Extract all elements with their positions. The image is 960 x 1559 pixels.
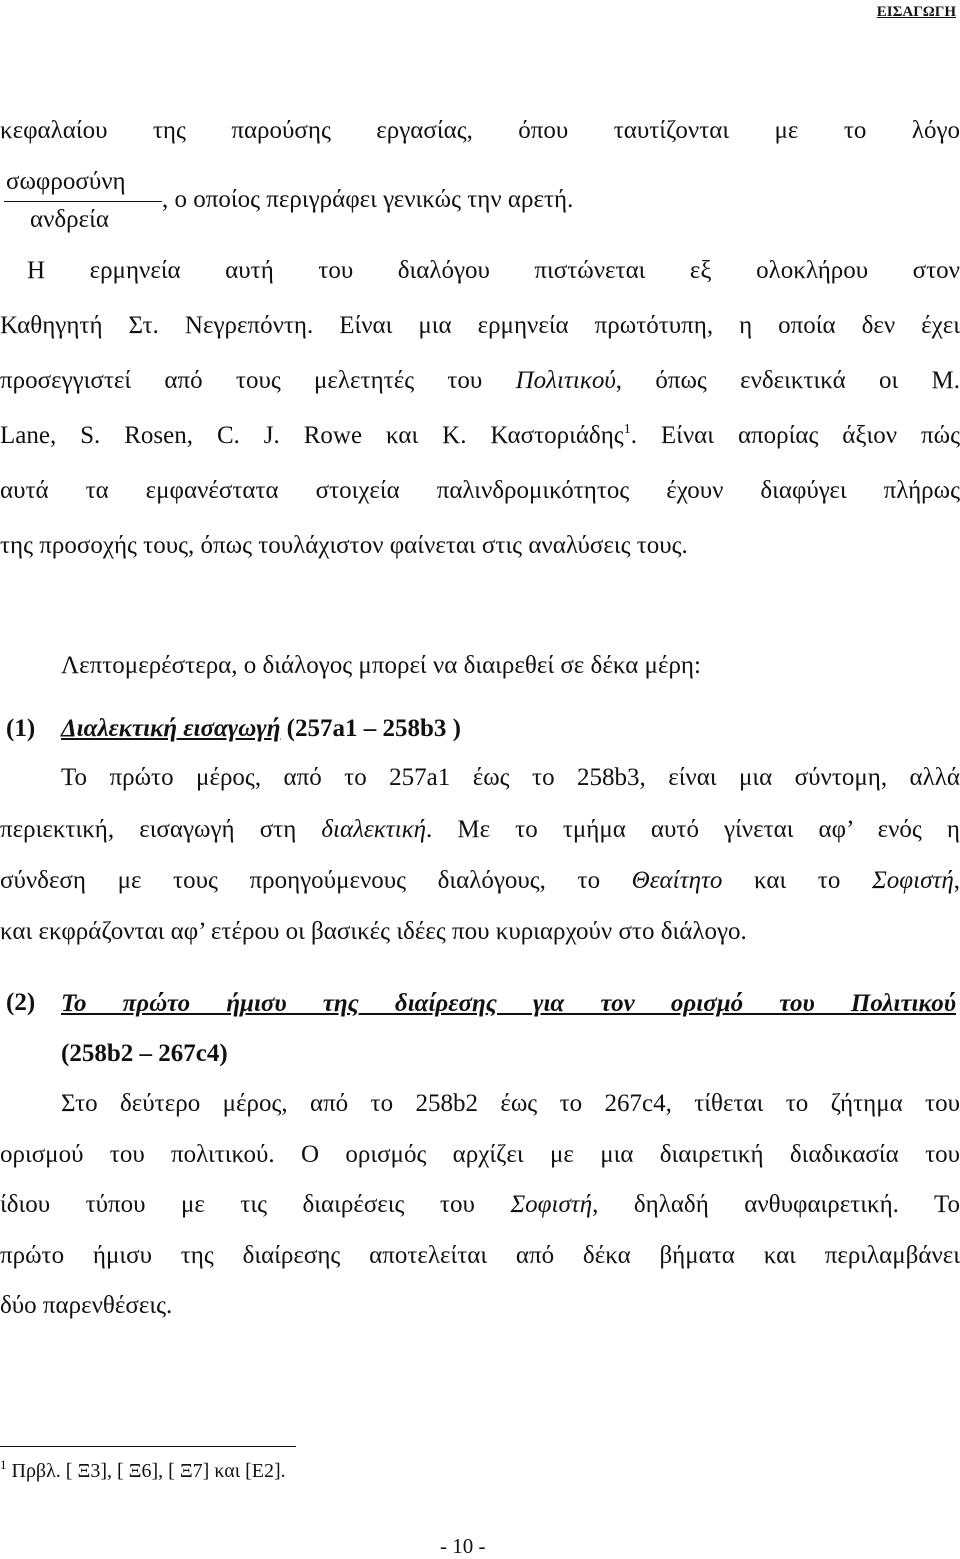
- s1-line-2: [0, 815, 960, 845]
- page-number: - 10 -: [440, 1534, 486, 1558]
- p3-line: Λεπτομερέστερα, ο διάλογος μπορεί να διαιρεθεί σε δέκα μέρη:: [61, 652, 701, 679]
- fraction-denominator: ανδρεία: [30, 206, 109, 233]
- work-title-politikos: Πολιτικού: [515, 367, 616, 394]
- p2-line-4: [0, 421, 960, 451]
- s2-line-3: [0, 1190, 960, 1220]
- s2-line-5: δύο παρενθέσεις.: [0, 1292, 173, 1319]
- text-run: , όπως ενδεικτικά οι Μ.: [615, 367, 960, 394]
- footnote-reference: 1: [623, 422, 631, 437]
- text-run: περιεκτική, εισαγωγή στη: [0, 816, 322, 843]
- footnote: [0, 1457, 286, 1483]
- fraction-numerator: σωφροσύνη: [6, 168, 126, 195]
- p2-line-3: [0, 366, 960, 396]
- section-1-number: (1): [6, 715, 36, 742]
- section-1-title: Διαλεκτική εισαγωγή: [61, 715, 281, 742]
- footnote-mark: 1: [0, 1457, 7, 1472]
- text-run: . Είναι απορίας άξιον πώς: [630, 422, 960, 449]
- section-1-range: (257a1 – 258b3 ): [286, 715, 461, 742]
- section-2-title: Το πρώτο ήμισυ της διαίρεσης για τον ορισμό του Πολιτικού: [61, 990, 956, 1017]
- footnote-text: Πρβλ. [ Ξ3], [ Ξ6], [ Ξ7] και [Ε2].: [6, 1460, 286, 1482]
- s2-line-2: ορισμού του πολιτικού. Ο ορισμός αρχίζει με μια διαιρετική διαδικασία του: [0, 1141, 960, 1168]
- p1-line-1: κεφαλαίου της παρούσης εργασίας, όπου ταυτίζονται με το λόγο: [0, 117, 960, 144]
- section-2-range: (258b2 – 267c4): [61, 1040, 228, 1067]
- text-run: . Με το τμήμα αυτό γίνεται αφ’ ενός η: [426, 816, 960, 843]
- p2-line-1: Η ερμηνεία αυτή του διαλόγου πιστώνεται εξ ολοκλήρου στον: [27, 257, 960, 284]
- s1-line-1: Το πρώτο μέρος, από το 257a1 έως το 258b3, είναι μια σύντομη, αλλά: [61, 764, 960, 791]
- text-run: και το: [722, 867, 872, 894]
- text-run: σύνδεση με τους προηγούμενους διαλόγους, το: [0, 867, 632, 894]
- s1-line-4: και εκφράζονται αφ’ ετέρου οι βασικές ιδέες που κυριαρχούν στο διάλογο.: [0, 918, 747, 945]
- text-run: ίδιου τύπου με τις διαιρέσεις του: [0, 1191, 511, 1218]
- work-title-theaitetos: Θεαίτητο: [631, 867, 723, 894]
- fraction-bar: [4, 201, 162, 202]
- p2-line-5: αυτά τα εμφανέστατα στοιχεία παλινδρομικότητος έχουν διαφύγει πλήρως: [0, 477, 960, 504]
- section-1-heading: [61, 715, 461, 743]
- section-2-title-wrap: [61, 989, 956, 1019]
- footnote-separator: [0, 1446, 296, 1447]
- s2-line-1: Στο δεύτερο μέρος, από το 258b2 έως το 267c4, τίθεται το ζήτημα του: [61, 1090, 960, 1117]
- work-title-sophist: Σοφιστή: [510, 1191, 593, 1218]
- p2-line-6: της προσοχής τους, όπως τουλάχιστον φαίνεται στις αναλύσεις τους.: [0, 532, 688, 559]
- s2-line-4: πρώτο ήμισυ της διαίρεσης αποτελείται από δέκα βήματα και περιλαμβάνει: [0, 1242, 960, 1269]
- fraction-sentence-rest: , ο οποίος περιγράφει γενικώς την αρετή.: [162, 186, 574, 213]
- text-run: , δηλαδή ανθυφαιρετική. Το: [592, 1191, 960, 1218]
- work-title-sophist: Σοφιστή: [871, 867, 954, 894]
- running-header: ΕΙΣΑΓΩΓΗ: [876, 4, 956, 20]
- text-run: ,: [953, 867, 960, 894]
- p2-line-2: Καθηγητή Στ. Νεγρεπόντη. Είναι μια ερμηνεία πρωτότυπη, η οποία δεν έχει: [0, 312, 960, 339]
- text-run: Lane, S. Rosen, C. J. Rowe και Κ. Καστοριάδης: [0, 422, 624, 449]
- term-dialektiki: διαλεκτική: [321, 816, 427, 843]
- section-2-number: (2): [6, 989, 36, 1016]
- text-run: προσεγγιστεί από τους μελετητές του: [0, 367, 516, 394]
- s1-line-3: [0, 866, 960, 896]
